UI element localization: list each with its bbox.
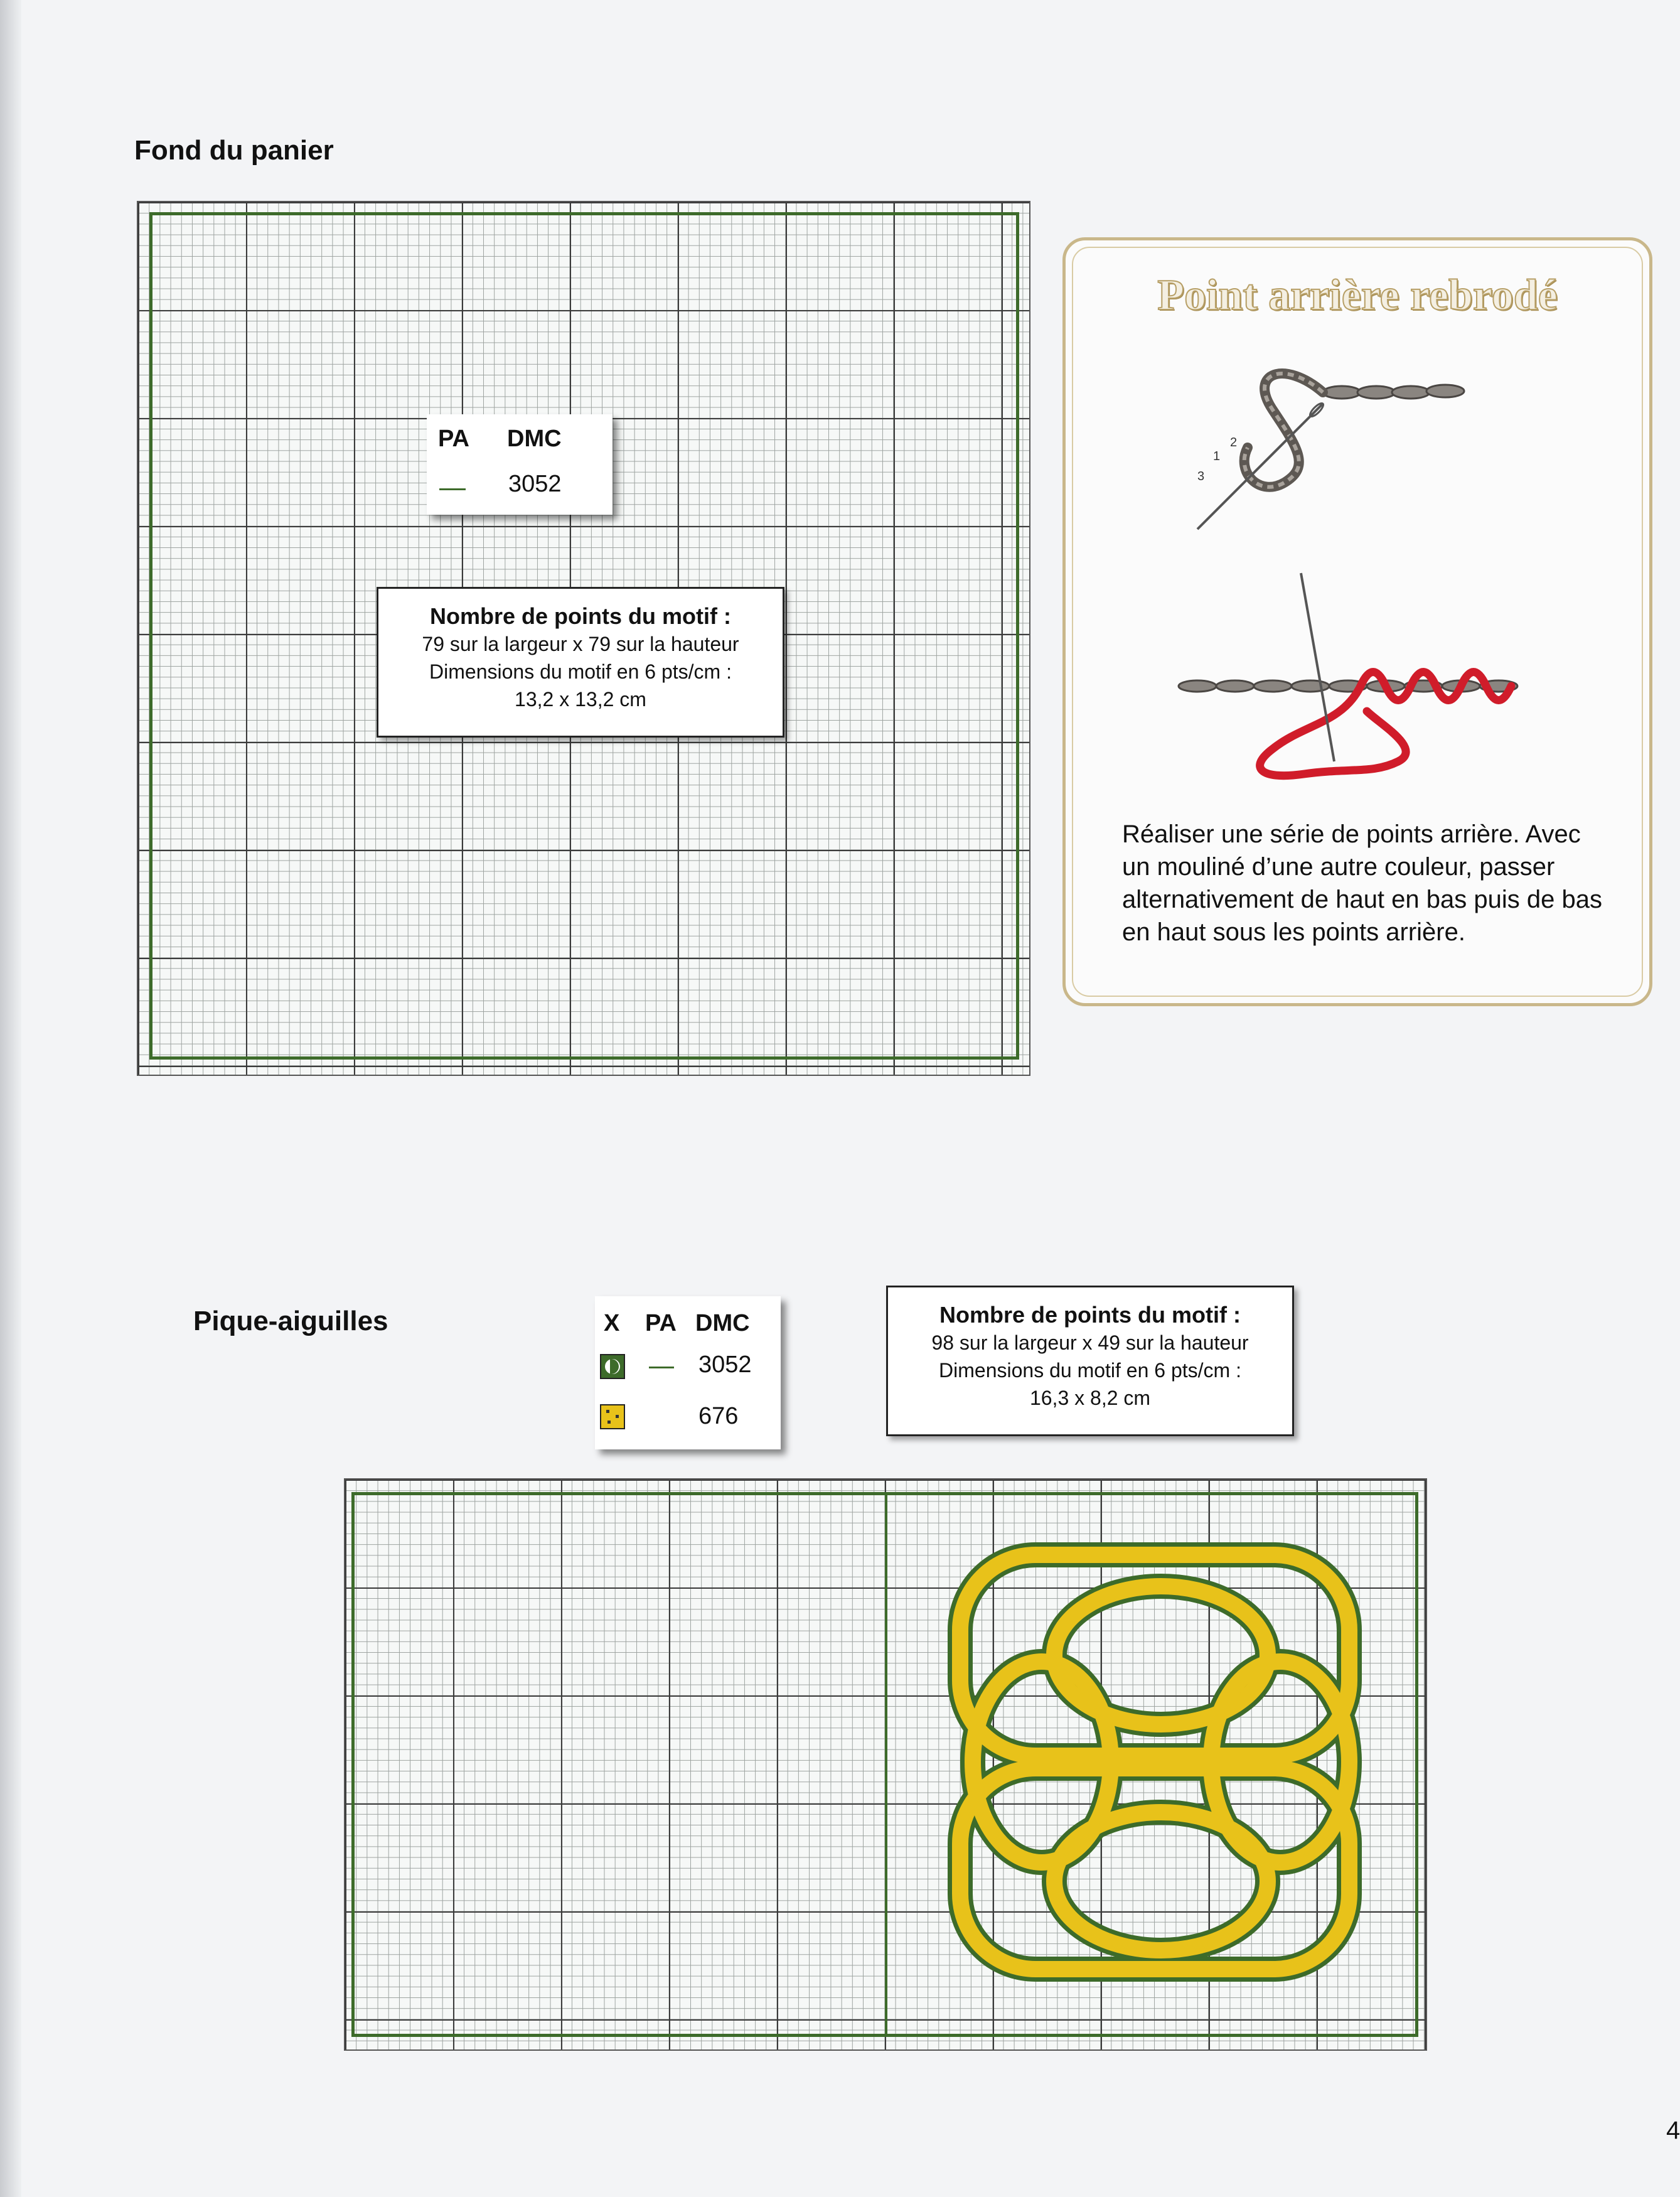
info-dimensions-value: 16,3 x 8,2 cm [1029,1387,1151,1409]
legend-header-pa: PA [645,1310,677,1336]
red-thread-tail [1260,686,1406,776]
info-size: 98 sur la largeur x 49 sur la hauteur [931,1331,1249,1354]
info-size: 79 sur la largeur x 79 sur la hauteur [422,633,739,655]
legend-header-dmc: DMC [507,426,562,452]
section-title-fond-du-panier: Fond du panier [134,135,334,166]
green-circle-symbol [600,1354,625,1379]
yellow-dots-symbol [600,1404,625,1429]
step-label-3: 3 [1197,470,1205,483]
fond-legend [427,414,613,515]
pique-stitch-count-box [886,1286,1294,1436]
step-label-1: 1 [1213,449,1221,463]
legend-dmc-value-676: 676 [698,1403,739,1429]
legend-dmc-value: 3052 [508,471,562,497]
step-label-2: 2 [1230,436,1238,449]
celtic-knot-motif [935,1530,1387,1994]
info-dimensions-label: Dimensions du motif en 6 pts/cm : [429,660,732,683]
backstitch-chain [1323,385,1464,399]
red-whip-thread [1361,672,1511,701]
info-title: Nombre de points du motif : [430,603,731,629]
technique-card [1062,237,1652,1006]
backstitch-line-symbol [649,1367,674,1368]
info-title: Nombre de points du motif : [939,1302,1241,1328]
fond-stitch-count-box [377,587,784,738]
fold-line [885,1492,887,2037]
legend-header-dmc: DMC [695,1310,750,1336]
page-binding-shadow [0,0,21,2197]
legend-header-pa: PA [438,426,469,452]
needle-icon [1197,404,1323,529]
page-number: 4 [1666,2117,1680,2144]
card-title: Point arrière rebrodé [1157,271,1558,320]
info-dimensions-label: Dimensions du motif en 6 pts/cm : [939,1359,1241,1382]
technique-description: Réaliser une série de points arrière. Avec un mouliné d’une autre couleur, passer alternativement de haut en bas puis de bas en haut sous les points arrière. [1122,820,1602,946]
section-title-pique-aiguilles: Pique-aiguilles [193,1306,388,1336]
legend-header-x: X [604,1310,620,1336]
whipped-backstitch-illustration [1172,561,1561,799]
backstitch-illustration [1160,341,1561,567]
backstitch-line-symbol [439,488,466,490]
info-dimensions-value: 13,2 x 13,2 cm [515,688,646,711]
pique-legend [595,1296,781,1449]
legend-dmc-value-3052: 3052 [698,1351,752,1378]
pique-aiguilles-chart [344,1478,1427,2051]
